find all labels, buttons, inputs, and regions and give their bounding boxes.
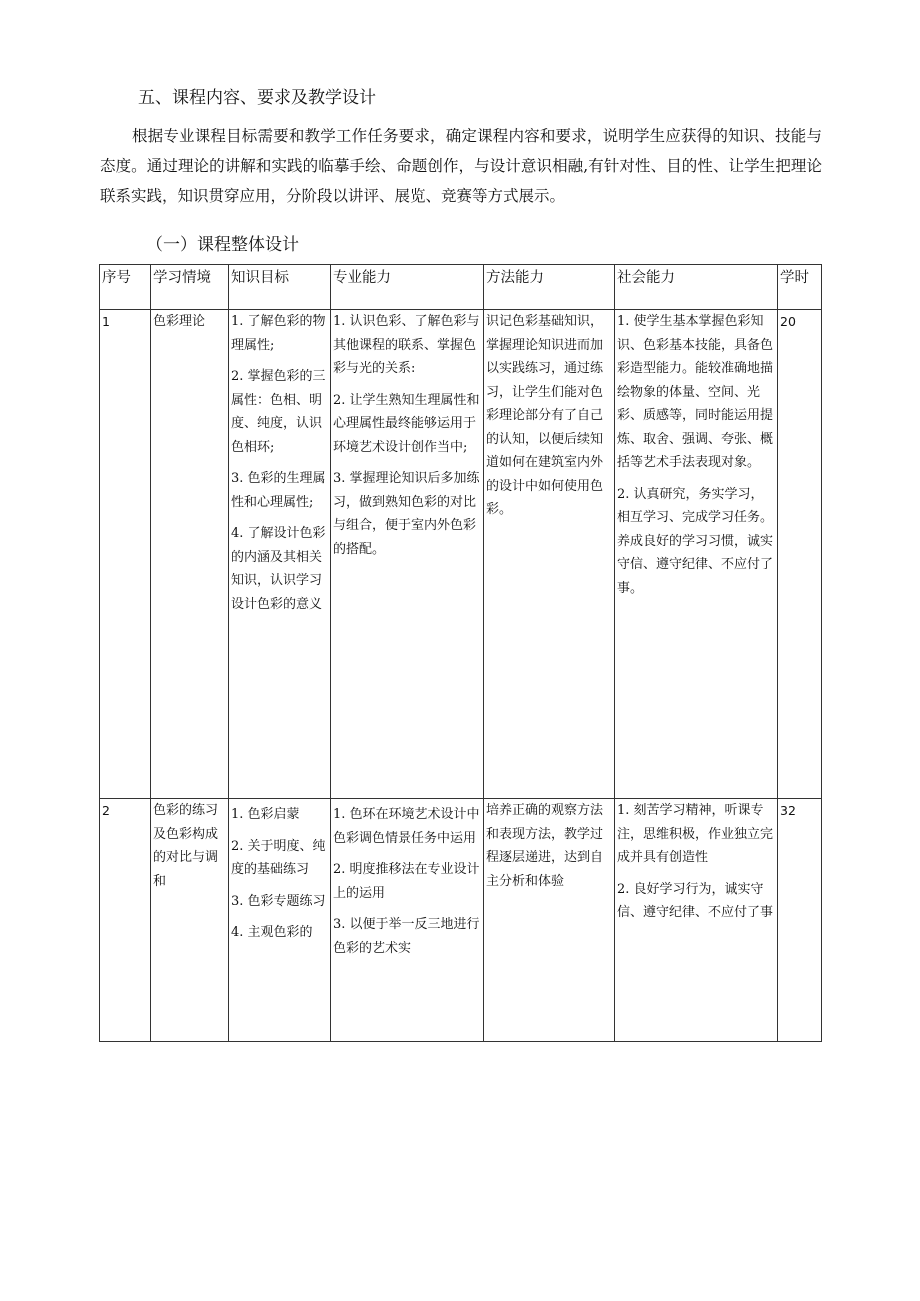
knowledge-item: 3. 色彩的生理属性和心理属性; [231,471,326,510]
header-professional: 专业能力 [331,265,484,310]
social-item: 2. 良好学习行为，诚实守信、遵守纪律、不应付了事 [617,881,774,920]
knowledge-item: 2. 关于明度、纯度的基础练习 [231,838,326,877]
knowledge-item: 1. 了解色彩的物理属性; [231,314,326,353]
professional-item: 1. 认识色彩、了解色彩与其他课程的联系、掌握色彩与光的关系: [333,314,480,376]
row-situation: 色彩的练习及色彩构成的对比与调和 [151,799,229,1042]
row-hours: 20 [778,310,822,799]
table-row [100,799,822,1042]
professional-item: 2. 让学生熟知生理属性和心理属性最终能够运用于环境艺术设计创作当中; [333,392,480,455]
header-no: 序号 [100,265,151,310]
header-method: 方法能力 [484,265,615,310]
professional-item: 1. 色环在环境艺术设计中色彩调色情景任务中运用 [333,807,480,846]
row-hours: 32 [778,799,822,1042]
header-knowledge: 知识目标 [229,265,331,310]
section-heading: 五、课程内容、要求及教学设计 [138,88,376,108]
row-method [484,799,615,1042]
header-social: 社会能力 [615,265,778,310]
subsection-heading: （一）课程整体设计 [146,235,299,255]
row-professional [331,799,484,1042]
row-social [615,310,778,799]
professional-item: 3. 掌握理论知识后多加练习，做到熟知色彩的对比与组合，便于室内外色彩的搭配。 [333,471,480,557]
knowledge-item: 3. 色彩专题练习 [231,893,326,909]
row-social [615,799,778,1042]
social-item: 2. 认真研究，务实学习，相互学习、完成学习任务。养成良好的学习习惯，诚实守信、遵守纪律、不应付了事。 [617,486,774,596]
header-situation: 学习情境 [151,265,229,310]
row-situation: 色彩理论 [151,310,229,799]
social-item: 1. 使学生基本掌握色彩知识、色彩基本技能，具备色彩造型能力。能较准确地描绘物象的体量、空间、光彩、质感等，同时能运用提炼、取舍、强调、夸张、概括等艺术手法表现对象。 [617,314,774,470]
row-no: 2 [100,799,151,1042]
professional-item: 3. 以便于举一反三地进行色彩的艺术实 [333,917,480,956]
table-header-row [100,265,822,310]
table-row [100,310,822,799]
professional-item: 2. 明度推移法在专业设计上的运用 [333,862,480,901]
knowledge-item: 2. 掌握色彩的三属性：色相、明度、纯度，认识色相环; [231,369,326,455]
row-professional [331,310,484,799]
row-method [484,310,615,799]
knowledge-item: 4. 主观色彩的 [231,925,313,940]
course-design-table [99,264,822,1042]
row-no: 1 [100,310,151,799]
method-text: 培养正确的观察方法和表现方法，教学过程逐层递进，达到自主分析和体验 [486,803,604,889]
social-item: 1. 刻苦学习精神，听课专注，思维积极，作业独立完成并具有创造性 [617,803,774,865]
header-hours: 学时 [778,265,822,310]
intro-paragraph: 根据专业课程目标需要和教学工作任务要求，确定课程内容和要求，说明学生应获得的知识、技能与态度。通过理论的讲解和实践的临摹手绘、命题创作，与设计意识相融,有针对性、目的性、让学生把理论联系实践，知识贯穿应用，分阶段以讲评、展览、竞赛等方式展示。 [100,127,822,205]
knowledge-item: 4. 了解设计色彩的内涵及其相关知识，认识学习设计色彩的意义 [231,526,326,612]
method-text: 识记色彩基础知识，掌握理论知识进而加以实践练习，通过练习，让学生们能对色彩理论部分有了自己的认知，以便后续知道如何在建筑室内外的设计中如何使用色彩。 [486,314,604,517]
row-knowledge [229,310,331,799]
row-knowledge [229,799,331,1042]
knowledge-item: 1. 色彩启蒙 [231,807,300,822]
